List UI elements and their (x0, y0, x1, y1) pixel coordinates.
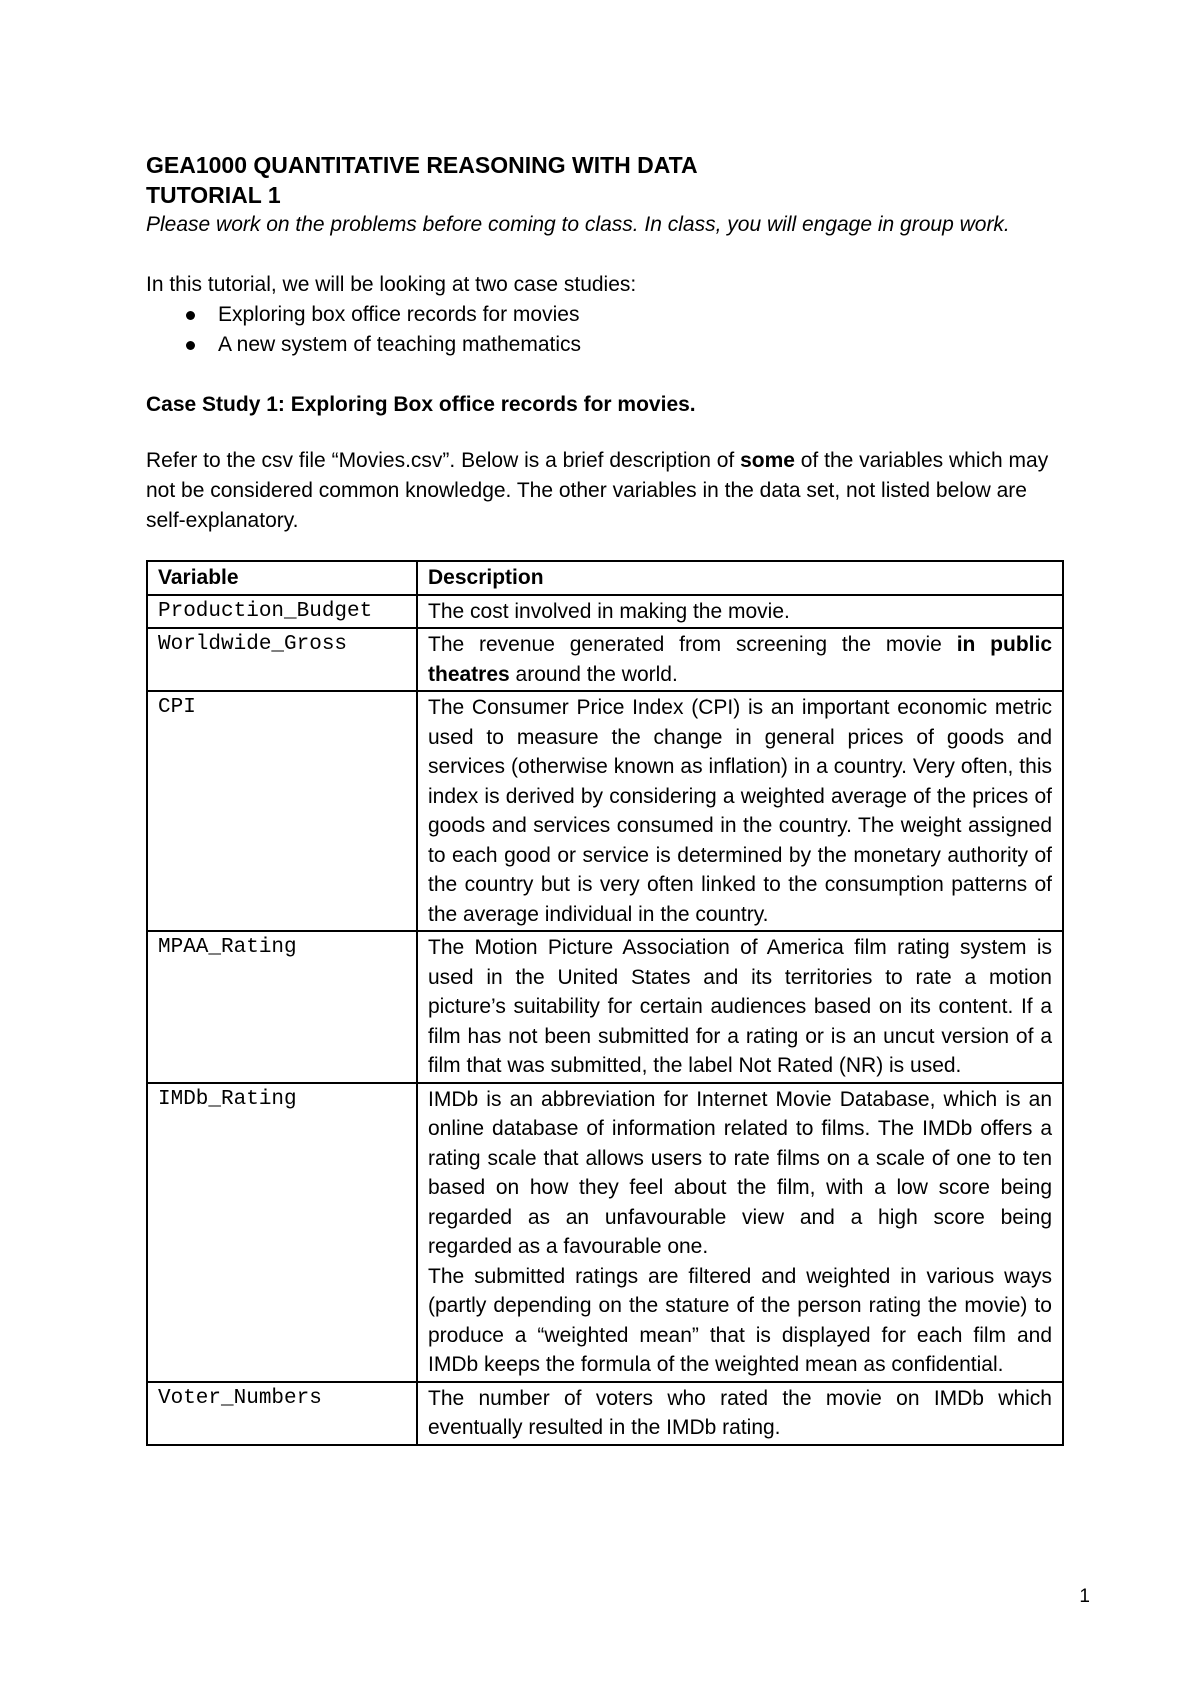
description-cell (417, 628, 1063, 691)
course-title: GEA1000 QUANTITATIVE REASONING WITH DATA (146, 152, 698, 178)
table-header-row (147, 561, 1063, 595)
refer-emphasis: some (740, 449, 795, 472)
list-item: A new system of teaching mathematics (218, 330, 1062, 360)
case-study-heading: Case Study 1: Exploring Box office records for movies. (146, 393, 696, 416)
variable-cell: MPAA_Rating (147, 931, 417, 1083)
variable-cell: Voter_Numbers (147, 1382, 417, 1445)
description-cell (417, 1083, 1063, 1382)
description-cell: The cost involved in making the movie. (417, 595, 1063, 629)
description-cell: The number of voters who rated the movie on IMDb which eventually resulted in the IMDb rating. (417, 1382, 1063, 1445)
table-row (147, 628, 1063, 691)
refer-text-continued: of the variables which may not be considered common knowledge. The other variables in the data set, not listed below are self-explanatory. (146, 449, 1049, 532)
table-row (147, 1382, 1063, 1445)
instruction-text: Please work on the problems before coming to class. In class, you will engage in group work. (146, 213, 1010, 236)
description-text-continued: The submitted ratings are filtered and weighted in various ways (partly depending on the stature of the person rating the movie) to produce a “weighted mean” that is displayed for each film and IMDb keeps the formula of the weighted mean as confidential. (428, 1264, 1052, 1376)
description-text: The revenue generated from screening the movie (428, 633, 957, 656)
variable-cell: CPI (147, 691, 417, 931)
intro-text: In this tutorial, we will be looking at two case studies: (146, 273, 637, 296)
table-row (147, 931, 1063, 1083)
column-header-description: Description (417, 561, 1063, 595)
description-cell: The Consumer Price Index (CPI) is an important economic metric used to measure the change in general prices of goods and services (otherwise known as inflation) in a country. Very often, this index is derived by considering a weighted average of the prices of goods and services consumed in the country. The weight assigned to each good or service is determined by the monetary authority of the country but is very often linked to the consumption patterns of the average individual in the country. (417, 691, 1063, 931)
column-header-variable: Variable (147, 561, 417, 595)
refer-paragraph (146, 446, 1062, 536)
description-cell: The Motion Picture Association of America film rating system is used in the United States and its territories to rate a motion picture’s suitability for certain audiences based on its content. If a film has not been submitted for a rating or is an uncut version of a film that was submitted, the label Not Rated (NR) is used. (417, 931, 1063, 1083)
page-number: 1 (1079, 1586, 1090, 1607)
table-row (147, 595, 1063, 629)
list-item: Exploring box office records for movies (218, 300, 1062, 330)
description-emphasis: in public theatres (428, 633, 1053, 686)
variable-cell: IMDb_Rating (147, 1083, 417, 1382)
variable-cell: Production_Budget (147, 595, 417, 629)
table-row (147, 691, 1063, 931)
description-text-continued: around the world. (509, 662, 678, 686)
case-study-list (146, 300, 1062, 360)
refer-text: Refer to the csv file “Movies.csv”. Below is a brief description of (146, 449, 741, 472)
description-text: IMDb is an abbreviation for Internet Movie Database, which is an online database of information related to films. The IMDb offers a rating scale that allows users to rate films on a scale of one to ten based on how they feel about the film, with a low score being regarded as an unfavourable view and a high score being regarded as a favourable one. (428, 1087, 1052, 1258)
variables-table (146, 560, 1064, 1446)
variable-cell: Worldwide_Gross (147, 628, 417, 691)
tutorial-title: TUTORIAL 1 (146, 182, 281, 208)
table-row (147, 1083, 1063, 1382)
document-page (146, 150, 1062, 1446)
